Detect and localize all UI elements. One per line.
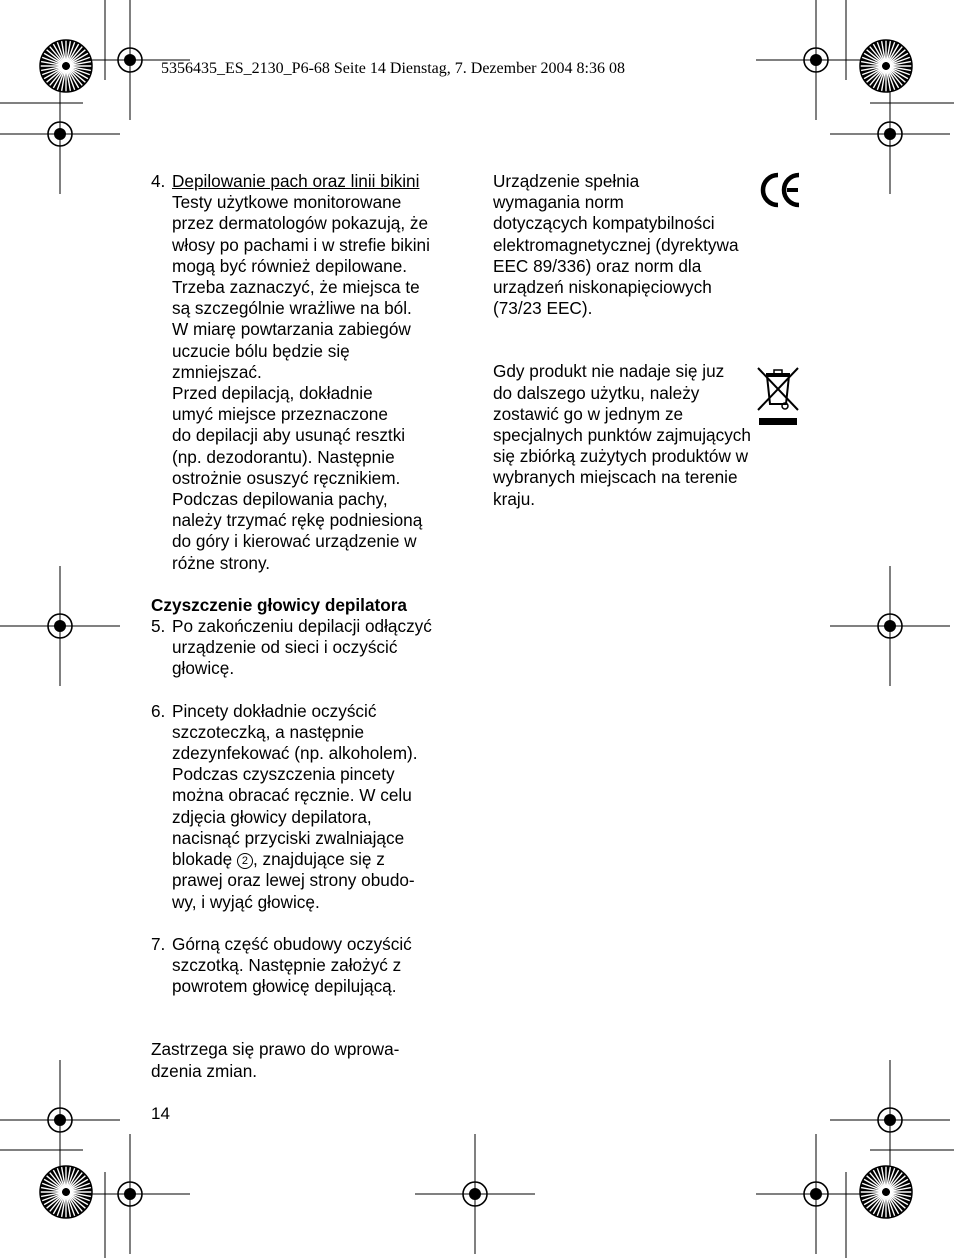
text-line: zdjęcia głowicy depilatora, bbox=[172, 806, 372, 827]
print-slug-line: 5356435_ES_2130_P6-68 Seite 14 Dienstag, 7. Dezember 2004 8:36 08 bbox=[161, 60, 625, 77]
text-line: specjalnych punktów zajmujących bbox=[493, 425, 751, 446]
crossed-out-wheelie-bin-icon bbox=[756, 364, 800, 428]
text-line: szczoteczką, a następnie bbox=[172, 721, 365, 742]
change-notice bbox=[151, 1039, 461, 1081]
text-line: włosy po pachami i w strefie bikini bbox=[172, 234, 430, 255]
text-line: przez dermatologów pokazują, że bbox=[172, 213, 429, 234]
cleaning-heading: Czyszczenie głowicy depilatora bbox=[151, 594, 407, 615]
text-line: dotyczących kompatybilności bbox=[493, 213, 715, 234]
text-line: W miarę powtarzania zabiegów bbox=[172, 319, 411, 340]
text-line: wy, i wyjąć głowicę. bbox=[172, 891, 320, 912]
instruction-item-6 bbox=[151, 701, 461, 913]
instruction-item-5 bbox=[151, 616, 461, 680]
starburst-mark bbox=[860, 1166, 912, 1218]
item-6-release-line bbox=[172, 849, 461, 870]
item-6-text bbox=[172, 701, 461, 849]
starburst-mark bbox=[860, 40, 912, 92]
text-line: szczotką. Następnie założyć z bbox=[172, 954, 402, 975]
text-line: Testy użytkowe monitorowane bbox=[172, 192, 402, 213]
item-number: 6. bbox=[151, 700, 166, 721]
text-line: EEC 89/336) oraz norm dla bbox=[493, 255, 702, 276]
text-line: do depilacji aby usunąć resztki bbox=[172, 425, 406, 446]
text-line: do dalszego użytku, należy bbox=[493, 382, 700, 403]
text-line: urządzenie od sieci i oczyścić bbox=[172, 637, 398, 658]
text-line: wybranych miejscach na terenie bbox=[493, 467, 738, 488]
text-line: ostrożnie osuszyć ręcznikiem. bbox=[172, 467, 401, 488]
text-line: Przed depilacją, dokładnie bbox=[172, 383, 373, 404]
text-line: różne strony. bbox=[172, 552, 271, 573]
text-line: zostawić go w jednym ze bbox=[493, 403, 684, 424]
item-7-text bbox=[172, 934, 461, 998]
text-line: dzenia zmian. bbox=[151, 1060, 258, 1081]
starburst-mark bbox=[40, 1166, 92, 1218]
text-line: powrotem głowicę depilującą. bbox=[172, 976, 397, 997]
text-line: (73/23 EEC). bbox=[493, 298, 593, 319]
text-line: Podczas depilowania pachy, bbox=[172, 489, 388, 510]
ce-mark-icon bbox=[760, 172, 802, 208]
item-4-text bbox=[172, 192, 461, 574]
item-5-text bbox=[172, 616, 461, 680]
page-number: 14 bbox=[151, 1104, 170, 1123]
text-line: nacisnąć przyciski zwalniające bbox=[172, 827, 405, 848]
text-line: Górną część obudowy oczyścić bbox=[172, 933, 412, 954]
text-fragment: , znajdujące się z bbox=[252, 849, 385, 870]
item-number: 5. bbox=[151, 616, 166, 637]
text-line: mogą być również depilowane. bbox=[172, 255, 408, 276]
text-line: Po zakończeniu depilacji odłączyć bbox=[172, 616, 432, 637]
text-line: są szczególnie wrażliwe na ból. bbox=[172, 298, 412, 319]
text-line: należy trzymać rękę podniesioną bbox=[172, 510, 423, 531]
text-line: Trzeba zaznaczyć, że miejsca te bbox=[172, 277, 420, 298]
left-column bbox=[151, 171, 461, 1082]
text-line: elektromagnetycznej (dyrektywa bbox=[493, 234, 739, 255]
text-line: się zbiórką zużytych produktów w bbox=[493, 446, 749, 467]
text-line: urządzeń niskonapięciowych bbox=[493, 277, 712, 298]
ce-compliance-text bbox=[493, 171, 793, 319]
text-line: głowicę. bbox=[172, 658, 235, 679]
text-line: wymagania norm bbox=[493, 192, 624, 213]
text-line: Podczas czyszczenia pincety bbox=[172, 764, 395, 785]
instruction-item-4 bbox=[151, 171, 461, 574]
text-line: do góry i kierować urządzenie w bbox=[172, 531, 417, 552]
item-number: 7. bbox=[151, 933, 166, 954]
section-title-armpit-bikini: Depilowanie pach oraz linii bikini bbox=[172, 171, 420, 191]
text-line: Urządzenie spełnia bbox=[493, 171, 640, 191]
item-number: 4. bbox=[151, 171, 166, 191]
text-line: Zastrzega się prawo do wprowa- bbox=[151, 1039, 400, 1060]
right-column bbox=[493, 171, 793, 510]
text-line: można obracać ręcznie. W celu bbox=[172, 785, 412, 806]
text-line: zmniejszać. bbox=[172, 361, 262, 382]
text-line: (np. dezodorantu). Następnie bbox=[172, 446, 395, 467]
disposal-text bbox=[493, 361, 793, 509]
text-line: umyć miejsce przeznaczone bbox=[172, 404, 388, 425]
text-line: prawej oraz lewej strony obudo- bbox=[172, 870, 415, 891]
text-line: kraju. bbox=[493, 488, 536, 509]
text-line: Pincety dokładnie oczyścić bbox=[172, 700, 377, 721]
text-line: zdezynfekować (np. alkoholem). bbox=[172, 743, 418, 764]
circled-number-2: 2 bbox=[237, 853, 253, 869]
text-fragment: blokadę bbox=[172, 849, 237, 870]
item-6-text-end bbox=[172, 870, 461, 912]
starburst-mark bbox=[40, 40, 92, 92]
text-line: uczucie bólu będzie się bbox=[172, 340, 350, 361]
instruction-item-7 bbox=[151, 934, 461, 998]
text-line: Gdy produkt nie nadaje się juz bbox=[493, 361, 725, 382]
